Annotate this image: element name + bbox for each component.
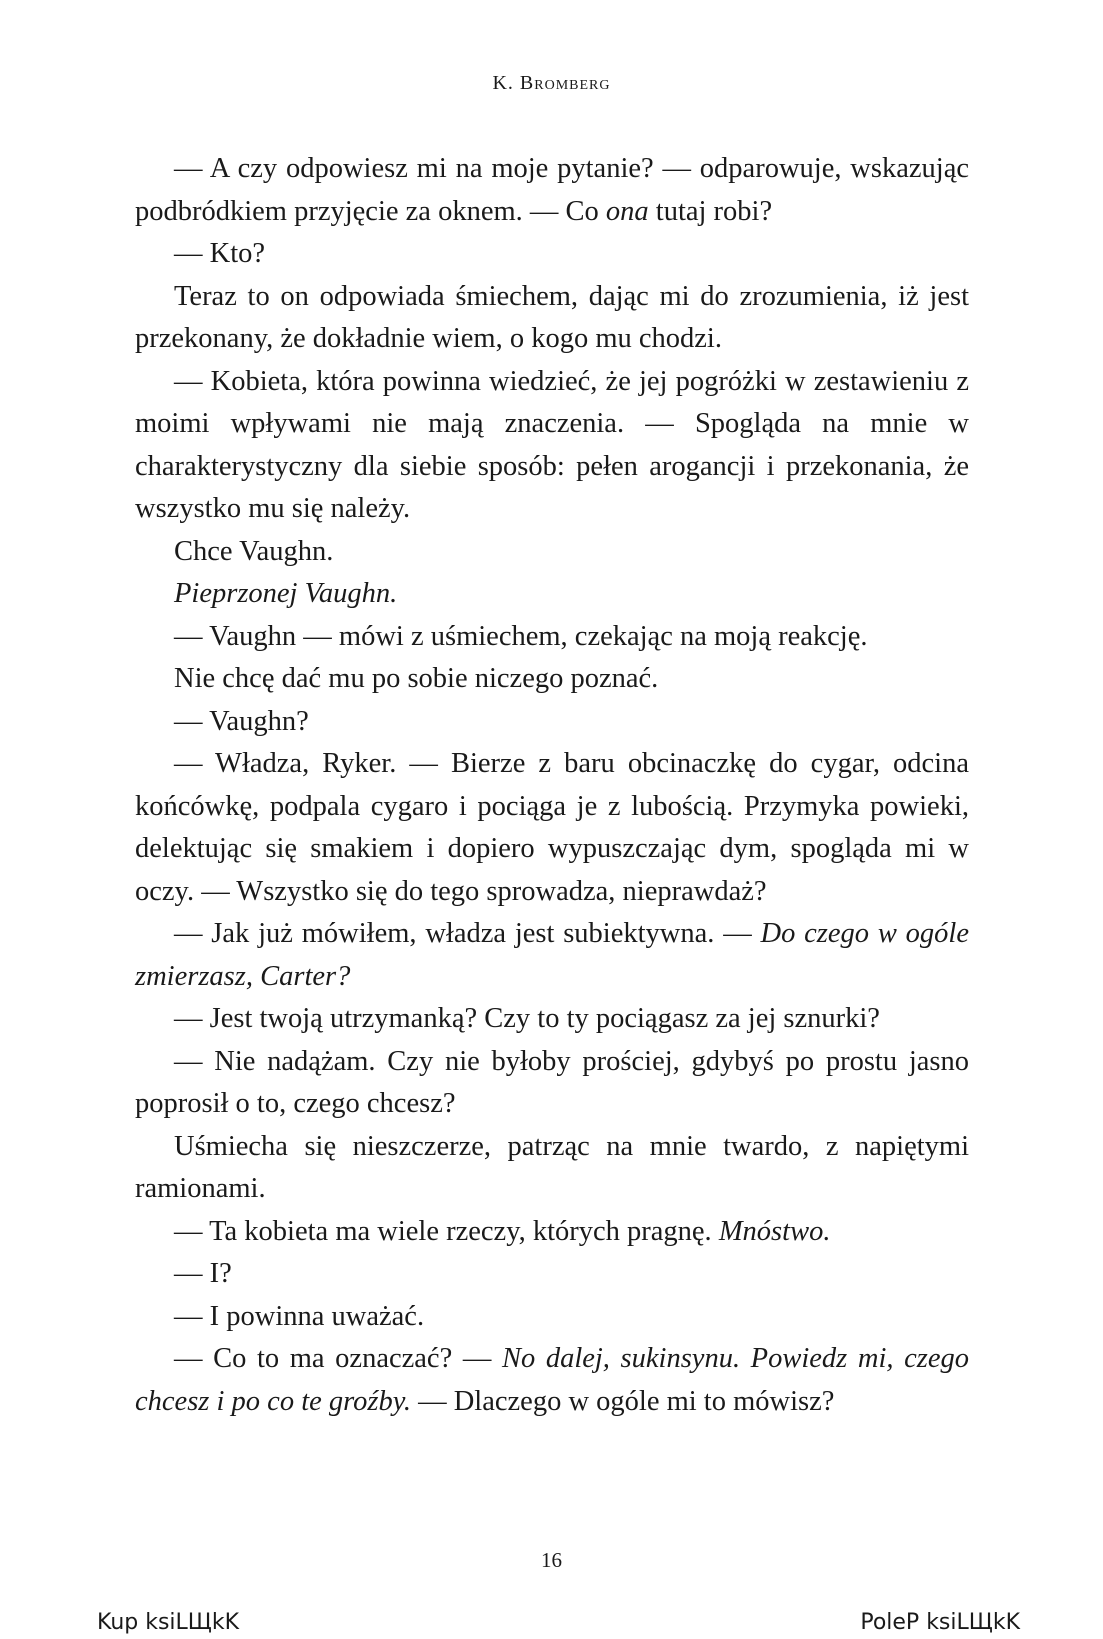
page-number: 16: [541, 1548, 562, 1572]
text-run: — I powinna uważać.: [174, 1300, 425, 1332]
text-run: — Jest twoją utrzymanką? Czy to ty pociągasz za jej sznurki?: [174, 1003, 880, 1034]
paragraph: [135, 1126, 969, 1211]
text-run: Teraz to on odpowiada śmiechem, dając mi do zrozumienia, iż jest przekonany, że dokładnie wiem, o kogo mu chodzi.: [135, 280, 969, 354]
text-run: — Władza, Ryker. — Bierze z baru obcinaczkę do cygar, odcina końcówkę, podpala cygaro i pociąga je z lubością. Przymyka powieki, delektując się smakiem i dopiero wypuszczając dym, spogląda mi w oczy. — Wszystko się do tego sprowadza, nieprawdaż?: [135, 748, 969, 907]
italic-text: Do czego w ogóle zmierzasz, Carter?: [135, 918, 969, 992]
text-run: — Dlaczego w ogóle mi to mówisz?: [410, 1385, 835, 1417]
paragraph: [135, 658, 969, 701]
paragraph: [135, 1253, 969, 1296]
paragraph: [135, 361, 969, 531]
paragraph: [135, 701, 969, 744]
body-text: [135, 148, 969, 1423]
text-run: tutaj robi?: [648, 195, 773, 227]
italic-text: Mnóstwo.: [718, 1215, 831, 1247]
recommend-book-link[interactable]: PoleP ksiLЩkK: [860, 1610, 1020, 1635]
paragraph: [135, 276, 969, 361]
text-run: — Ta kobieta ma wiele rzeczy, których pragnę.: [174, 1215, 719, 1247]
paragraph: [135, 998, 969, 1041]
paragraph: [135, 531, 969, 574]
buy-book-link[interactable]: Kup ksiLЩkK: [97, 1610, 240, 1635]
paragraph: [135, 1041, 969, 1126]
text-run: — A czy odpowiesz mi na moje pytanie? — odparowuje, wskazując podbródkiem przyjęcie za oknem. — Co: [135, 153, 969, 227]
italic-text: No dalej, sukinsynu. Powiedz mi, czego chcesz i po co te groźby.: [135, 1343, 969, 1417]
paragraph: [135, 233, 969, 276]
italic-text: ona: [605, 195, 649, 227]
paragraph: [135, 743, 969, 913]
running-head: K. Bromberg: [492, 72, 611, 94]
paragraph: [135, 616, 969, 659]
text-run: — I?: [174, 1258, 232, 1289]
text-run: — Jak już mówiłem, władza jest subiektywna. —: [174, 918, 761, 949]
paragraph: [135, 913, 969, 998]
italic-text: Pieprzonej Vaughn.: [174, 578, 398, 609]
paragraph: [135, 148, 969, 233]
text-run: — Nie nadążam. Czy nie byłoby prościej, gdybyś po prostu jasno poprosił o to, czego chcesz?: [135, 1045, 969, 1119]
text-run: Nie chcę dać mu po sobie niczego poznać.: [174, 663, 659, 694]
paragraph: [135, 1338, 969, 1423]
paragraph: [135, 1211, 969, 1254]
text-run: Chce Vaughn.: [174, 535, 334, 567]
text-run: — Kobieta, która powinna wiedzieć, że jej pogróżki w zestawieniu z moimi wpływami nie mają znaczenia. — Spogląda na mnie w charakterystyczny dla siebie sposób: pełen arogancji i przekonania, że wszystko mu się należy.: [135, 365, 969, 524]
text-run: — Vaughn?: [174, 705, 309, 737]
text-run: — Vaughn — mówi z uśmiechem, czekając na moją reakcję.: [174, 620, 868, 652]
text-run: Uśmiecha się nieszczerze, patrząc na mnie twardo, z napiętymi ramionami.: [135, 1130, 969, 1204]
paragraph: [135, 573, 969, 616]
paragraph: [135, 1296, 969, 1339]
text-run: — Kto?: [174, 238, 266, 269]
text-run: — Co to ma oznaczać? —: [174, 1343, 502, 1374]
